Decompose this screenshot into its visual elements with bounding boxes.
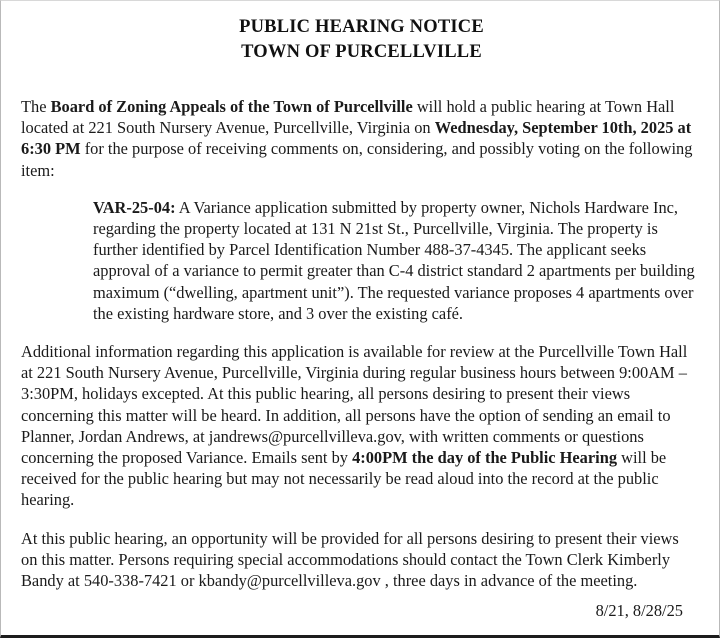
page-title [21,1,702,65]
notice-content-area [21,1,702,635]
additional-text-part-2: will be received for the public hearing but may not necessarily be read aloud into the record at the public hearing. [21,448,667,510]
paragraph-accommodations [21,511,702,592]
intro-board-name: Board of Zoning Appeals of the Town of Purcellville [50,97,413,116]
additional-text-part-1: Additional information regarding this application is available for review at the Purcellville Town Hall at 221 South Nursery Avenue, Purcellville, Virginia during regular business hours between 9:00AM – 3:30PM, holidays excepted. At this public hearing, all persons desiring to present their views concerning this matter will be heard. In addition, all persons have the option of sending an email to Planner, Jordan Andrews, at jandrews@purcellvilleva.gov, with written comments or questions concerning the proposed Variance. Emails sent by [21,342,688,468]
paragraph-additional-information [21,324,702,511]
intro-text-part-3: for the purpose of receiving comments on, considering, and possibly voting on the following item: [21,139,693,180]
paragraph-intro [21,65,702,181]
intro-hearing-datetime: Wednesday, September 10th, 2025 at 6:30 PM [21,118,692,159]
email-deadline: 4:00PM the day of the Public Hearing [352,448,618,468]
variance-description: A Variance application submitted by property owner, Nichols Hardware Inc, regarding the property located at 131 N 21st St., Purcellville, Virginia. The property is further identified by Parcel Identification Number 488-37-4345. The applicant seeks approval of a variance to permit greater than C-4 district standard 2 apartments per building maximum (“dwelling, apartment unit”). The requested variance proposes 4 apartments over the existing hardware store, and 3 over the existing café. [93,197,695,323]
intro-text-part-1: The [21,97,51,116]
variance-case-number: VAR-25-04: [93,197,176,217]
title-line-primary: PUBLIC HEARING NOTICE [239,17,484,37]
paragraph-variance-item [93,181,697,324]
publication-dates: 8/21, 8/28/25 [595,601,683,620]
intro-text-part-2: will hold a public hearing at Town Hall located at 221 South Nursery Avenue, Purcellville, Virginia on [21,97,675,138]
accommodations-text: At this public hearing, an opportunity will be provided for all persons desiring to present their views on this matter. Persons requiring special accommodations should contact the Town Clerk Kimberly Bandy at 540-338-7421 or kbandy@purcellvilleva.gov , three days in advance of the meeting. [21,528,679,591]
title-line-secondary: TOWN OF PURCELLVILLE [241,42,482,62]
